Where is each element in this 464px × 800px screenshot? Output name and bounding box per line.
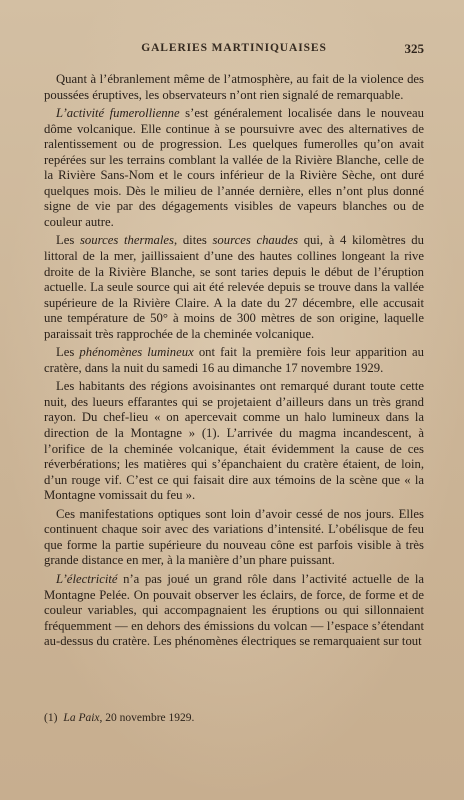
paragraph xyxy=(44,572,424,650)
text-run: Quant à l’ébranlement même de l’atmosphère, au fait de la violence des poussées éruptives, les observateurs n’ont rien signalé de remarquable. xyxy=(44,72,424,102)
paragraph xyxy=(44,233,424,342)
text-run: , dites xyxy=(174,233,213,248)
page-number: 325 xyxy=(404,41,424,56)
paragraph xyxy=(44,345,424,376)
page-header xyxy=(44,42,424,58)
text-run: Ces manifestations optiques sont loin d’avoir cessé de nos jours. Elles continuent chaque soir avec des variations d’intensité. L’obélisque de feu que forme la partie supérieure du nouveau cône est parfois visible à très grande distance en mer, à la manière d’un phare puissant. xyxy=(44,506,424,568)
footnote-mark: (1) xyxy=(44,712,58,724)
italic-term: sources thermales xyxy=(80,233,174,248)
footnote xyxy=(44,711,424,725)
paragraph xyxy=(44,507,424,569)
footnote-date: , 20 novembre 1929. xyxy=(99,712,195,724)
text-run: s’est généralement localisée dans le nouveau dôme volcanique. Elle continue à se poursuivre avec des alternatives de ralentissement ou de progression. Les quelques fumerolles qu’on avait repérées sur les terrains comblant la vallée de la Rivière Blanche, celle de la Rivière Sans-Nom et le cours inférieur de la Rivière Sèche, ont duré quelques mois. Dès le milieu de l’année dernière, elles n’ont plus donné signe de vie par des dégagements visibles de vapeurs blanches ou de couleur autre. xyxy=(44,106,424,229)
paragraph xyxy=(44,72,424,103)
text-run: ont fait la première fois leur apparition au cratère, dans la nuit du samedi 16 au dimanche 17 novembre 1929. xyxy=(44,345,424,375)
text-run: Les habitants des régions avoisinantes ont remarqué durant toute cette nuit, des lueurs effarantes qui se projetaient d’ailleurs dans un très grand rayon. Du chef-lieu « on apercevait comme un halo lumineux dans la direction de la Montagne » (1). L’arrivée du magma incandescent, à l’orifice de la cheminée volcanique, était évidemment la cause de ces réverbérations; les matières qui s’épanchaient du cratère étaient, de loin, d’un rouge vif. C’est ce qui faisait dire aux témoins de la scène que « la Montagne vomissait du feu ». xyxy=(44,379,424,503)
paragraph xyxy=(44,379,424,503)
italic-term: L’activité fumerollienne xyxy=(56,106,180,121)
text-run: qui, à 4 kilomètres du littoral de la mer, jaillissaient d’une des hautes collines longeant la rive droite de la Rivière Blanche, se sont taries depuis le début de l’éruption actuelle. La seule source qui ait été relevée depuis se trouve dans la vallée supérieure de la Rivière Claire. A la date du 27 décembre, elle accusait une température de 50° à moins de 300 mètres de son origine, laquelle paraissait très rapprochée de la cheminée volcanique. xyxy=(44,233,424,341)
running-head: GALERIES MARTINIQUAISES xyxy=(141,42,327,54)
paragraph xyxy=(44,106,424,230)
italic-term: sources chaudes xyxy=(212,233,299,248)
body-text xyxy=(44,72,424,653)
italic-term: L’électricité xyxy=(56,571,118,586)
text-run: Les xyxy=(56,233,80,248)
footnote-source: La Paix xyxy=(63,712,100,724)
text-run: n’a pas joué un grand rôle dans l’activité actuelle de la Montagne Pelée. On pouvait observer les éclairs, de force, de forme et de couleur variables, qui accompagnaient les éruptions ou qui sillonnaient fréquemment — en dehors des émissions du volcan — l’espace s’étendant au-dessus du cratère. Les phénomènes électriques se remarquaient sur tout xyxy=(44,571,424,649)
text-run: Les xyxy=(56,345,80,360)
italic-term: phénomènes lumineux xyxy=(79,345,194,360)
